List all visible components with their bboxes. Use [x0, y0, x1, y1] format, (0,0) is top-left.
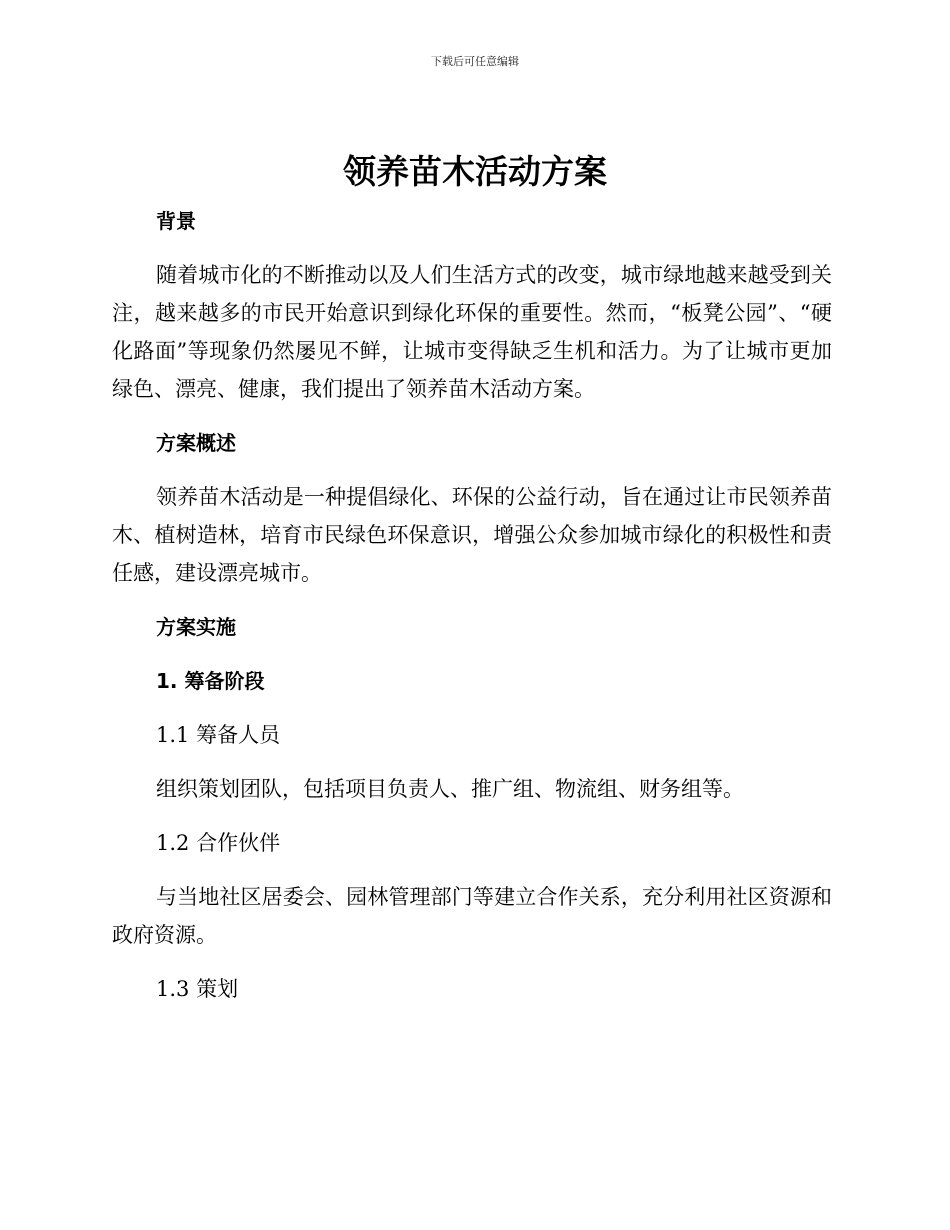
subheading-planning: 1.3 策划	[156, 977, 239, 1001]
subheading-partners: 1.2 合作伙伴	[156, 831, 281, 855]
document-title: 领养苗木活动方案	[343, 152, 607, 191]
section-heading-preparation-stage: 1. 筹备阶段	[156, 669, 265, 693]
section-heading-overview: 方案概述	[156, 431, 236, 455]
section-heading-implementation: 方案实施	[156, 615, 236, 639]
paragraph-overview: 领养苗木活动是一种提倡绿化、环保的公益行动，旨在通过让市民领养苗木、植树造林，培育市民绿色环保意识，增强公众参加城市绿化的积极性和责任感，建设漂亮城市。	[112, 485, 832, 585]
paragraph-staff: 组织策划团队，包括项目负责人、推广组、物流组、财务组等。	[156, 777, 744, 801]
subheading-staff: 1.1 筹备人员	[156, 723, 281, 747]
paragraph-partners: 与当地社区居委会、园林管理部门等建立合作关系，充分利用社区资源和政府资源。	[112, 885, 832, 947]
section-heading-background: 背景	[156, 209, 196, 233]
page-header: 下载后可任意编辑	[431, 55, 519, 68]
paragraph-background: 随着城市化的不断推动以及人们生活方式的改变，城市绿地越来越受到关注，越来越多的市民开始意识到绿化环保的重要性。然而，“板凳公园”、“硬化路面”等现象仍然屡见不鲜，让城市变得缺乏生机和活力。为了让城市更加绿色、漂亮、健康，我们提出了领养苗木活动方案。	[112, 263, 832, 401]
document-body	[112, 202, 832, 1024]
